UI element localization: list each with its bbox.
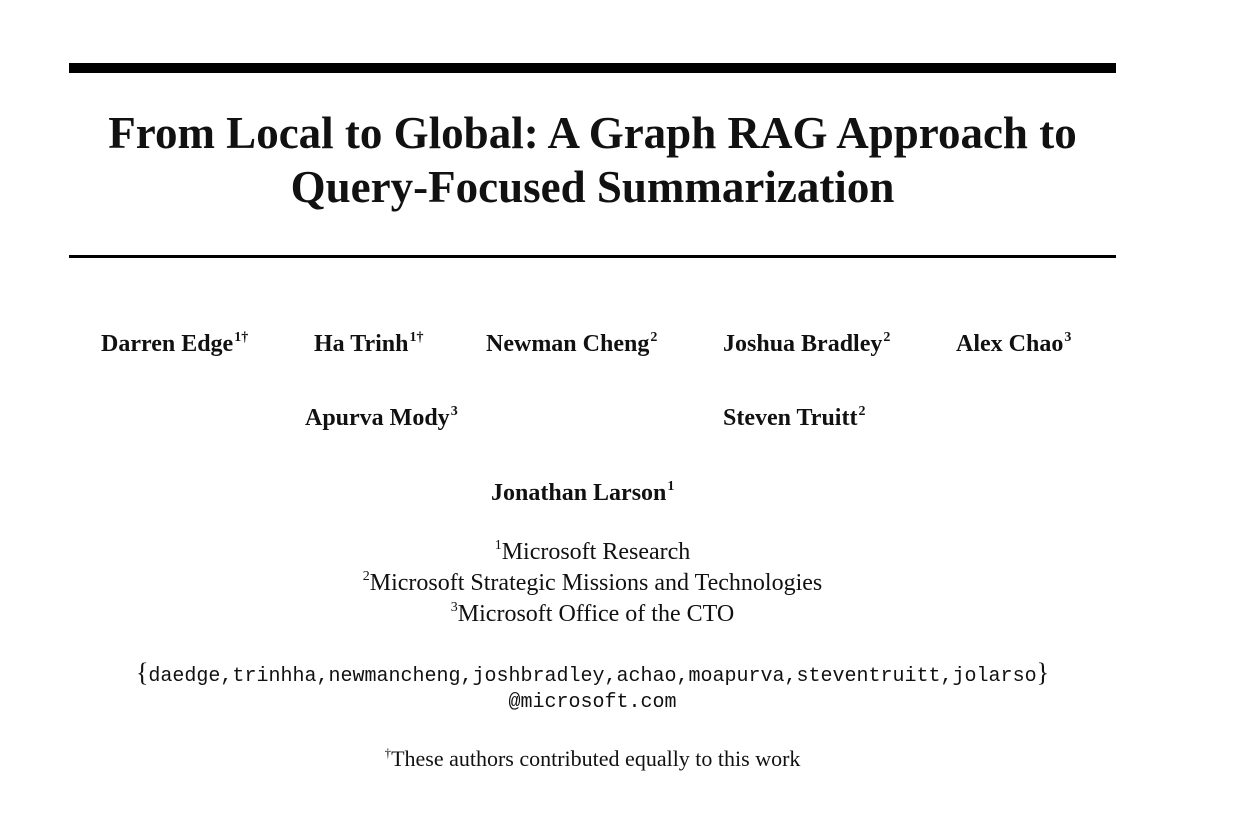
author-name: Ha Trinh	[314, 331, 409, 357]
author-ha-trinh	[314, 329, 423, 363]
author-affil-mark: 2	[883, 330, 891, 345]
author-name: Jonathan Larson	[491, 480, 667, 506]
email-close-brace: }	[1036, 658, 1050, 687]
author-steven-truitt	[723, 403, 865, 437]
author-joshua-bradley	[723, 329, 890, 363]
author-newman-cheng	[486, 329, 657, 363]
author-affil-mark: 1†	[234, 330, 249, 345]
equal-contribution-note	[69, 744, 1116, 777]
affiliation-name: Microsoft Office of the CTO	[457, 601, 735, 627]
author-name: Joshua Bradley	[723, 331, 883, 357]
author-affil-mark: 3	[450, 404, 458, 419]
author-darren-edge	[101, 329, 248, 363]
author-alex-chao	[956, 329, 1071, 363]
author-affil-mark: 2	[650, 330, 658, 345]
author-name: Alex Chao	[956, 331, 1064, 357]
footnote-text: These authors contributed equally to this work	[391, 746, 801, 771]
affiliation-mark: 2	[362, 569, 370, 584]
title-line-2: Query-Focused Summarization	[290, 162, 895, 212]
title-bottom-rule	[69, 255, 1116, 258]
author-affil-mark: 2	[858, 404, 866, 419]
author-affil-mark: 1	[667, 479, 675, 494]
author-name: Newman Cheng	[486, 331, 650, 357]
footnote-mark: †	[384, 745, 392, 760]
author-affil-mark: 3	[1064, 330, 1072, 345]
email-open-brace: {	[135, 658, 149, 687]
email-domain-line	[69, 688, 1116, 718]
author-jonathan-larson	[491, 478, 674, 512]
author-name: Apurva Mody	[305, 405, 450, 431]
title-line-1: From Local to Global: A Graph RAG Approach to	[108, 108, 1077, 158]
affiliation-name: Microsoft Strategic Missions and Technologies	[369, 570, 823, 596]
author-apurva-mody	[305, 403, 458, 437]
affiliation-mark: 1	[494, 538, 502, 553]
author-affil-mark: 1†	[409, 330, 424, 345]
affiliation-mark: 3	[450, 600, 458, 615]
affiliation-name: Microsoft Research	[501, 539, 691, 565]
affiliation-1	[69, 537, 1116, 571]
author-name: Darren Edge	[101, 331, 234, 357]
email-domain: @microsoft.com	[508, 691, 677, 714]
author-name: Steven Truitt	[723, 405, 858, 431]
email-list	[69, 658, 1116, 692]
affiliation-2	[69, 568, 1116, 602]
paper-title	[69, 106, 1116, 214]
email-usernames: daedge,trinhha,newmancheng,joshbradley,achao,moapurva,steventruitt,jolarso	[148, 665, 1037, 688]
top-rule	[69, 63, 1116, 73]
affiliation-3	[69, 599, 1116, 633]
